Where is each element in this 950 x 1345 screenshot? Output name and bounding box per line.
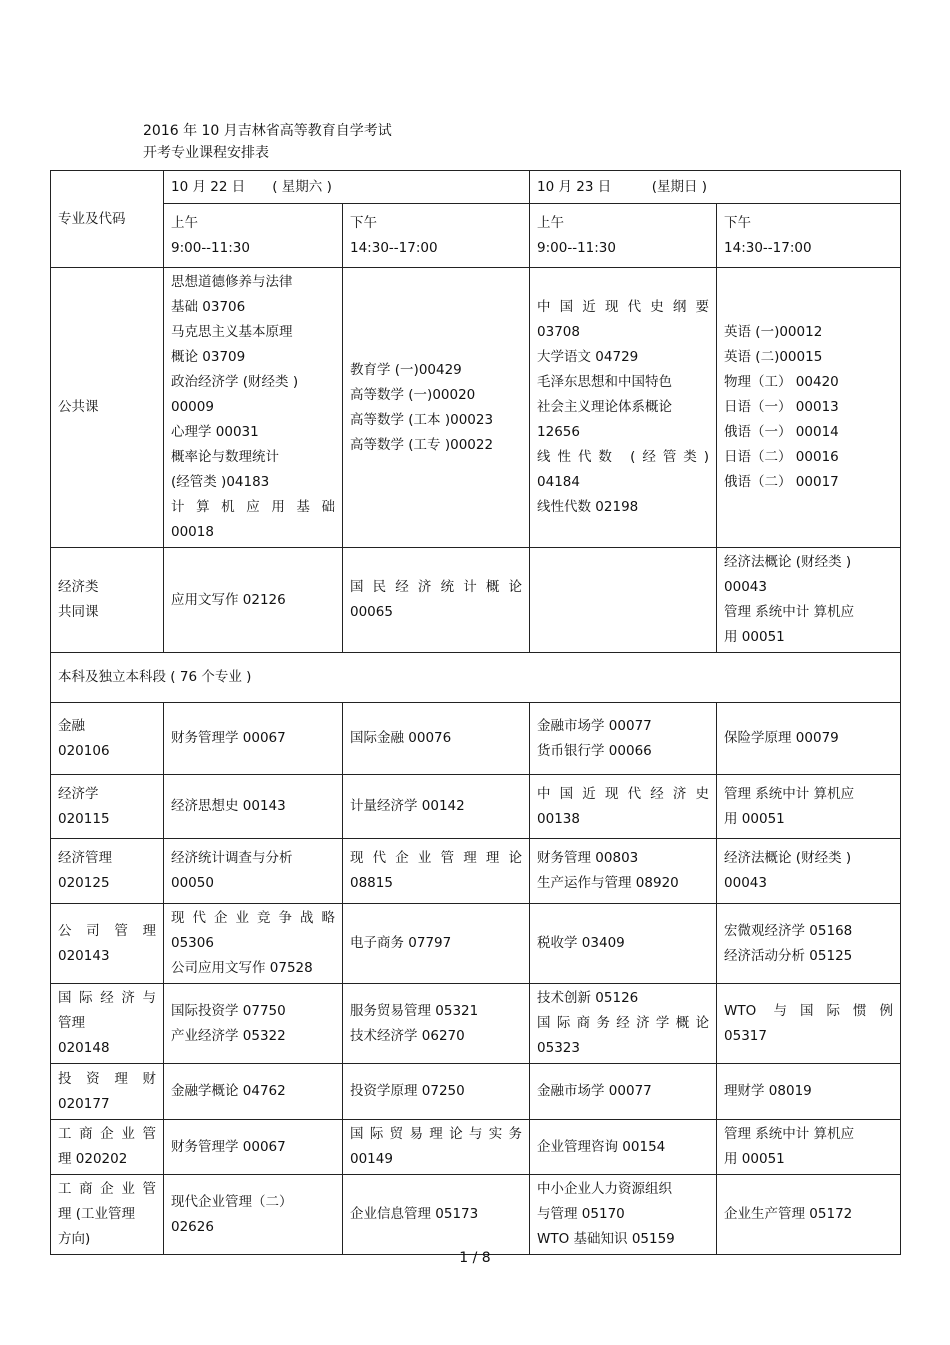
major-label: 工商企业管 理 (工业管理 方向)	[51, 1175, 164, 1255]
schedule-table	[50, 170, 901, 1255]
course-cell: 企业生产管理 05172	[717, 1175, 901, 1255]
course-cell: 计量经济学 00142	[343, 775, 530, 839]
header-day-1: 10 月 22 日 ( 星期六 )	[164, 171, 530, 204]
major-row	[51, 904, 901, 984]
section-row	[51, 653, 901, 703]
course-cell: 金融市场学 00077 货币银行学 00066	[530, 703, 717, 775]
course-cell: 现代企业竞争战略 05306 公司应用文写作 07528	[164, 904, 343, 984]
page-number: 1 / 8	[459, 1250, 491, 1266]
public-course-row	[51, 268, 901, 548]
course-cell-empty	[530, 548, 717, 653]
major-row	[51, 1064, 901, 1120]
course-cell: 经济统计调查与分析 00050	[164, 839, 343, 904]
header-day-2: 10 月 23 日 (星期日 )	[530, 171, 901, 204]
major-label: 投资理财 020177	[51, 1064, 164, 1120]
course-cell: 国际投资学 07750 产业经济学 05322	[164, 984, 343, 1064]
course-cell: 现代企业管理理论 08815	[343, 839, 530, 904]
major-label: 金融 020106	[51, 703, 164, 775]
document-title: 2016 年 10 月吉林省高等教育自学考试	[143, 123, 392, 139]
course-cell: 电子商务 07797	[343, 904, 530, 984]
course-cell: 应用文写作 02126	[164, 548, 343, 653]
header-major-code: 专业及代码	[51, 171, 164, 268]
course-cell: WTO 与国际惯例 05317	[717, 984, 901, 1064]
course-cell: 投资学原理 07250	[343, 1064, 530, 1120]
row-label: 公共课	[51, 268, 164, 548]
course-cell: 服务贸易管理 05321 技术经济学 06270	[343, 984, 530, 1064]
course-cell: 经济法概论 (财经类 ) 00043 管理 系统中计 算机应 用 00051	[717, 548, 901, 653]
course-cell: 英语 (一)00012 英语 (二)00015 物理（工） 00420 日语（一） 00013 俄语（一） 00014 日语（二） 00016 俄语（二） 00017	[717, 268, 901, 548]
course-cell: 金融市场学 00077	[530, 1064, 717, 1120]
header-session: 上午 9:00--11:30	[164, 204, 343, 268]
course-cell: 管理 系统中计 算机应 用 00051	[717, 775, 901, 839]
major-row	[51, 703, 901, 775]
major-label: 经济学 020115	[51, 775, 164, 839]
course-cell: 财务管理学 00067	[164, 1120, 343, 1175]
document-subtitle: 开考专业课程安排表	[143, 145, 269, 161]
header-session: 下午 14:30--17:00	[343, 204, 530, 268]
course-cell: 理财学 08019	[717, 1064, 901, 1120]
major-row	[51, 775, 901, 839]
course-cell: 国民经济统计概论 00065	[343, 548, 530, 653]
major-label: 工商企业管 理 020202	[51, 1120, 164, 1175]
econ-common-row	[51, 548, 901, 653]
major-row	[51, 984, 901, 1064]
table-header-row	[51, 171, 901, 204]
course-cell: 经济思想史 00143	[164, 775, 343, 839]
course-cell: 中国近现代史纲要 03708 大学语文 04729 毛泽东思想和中国特色 社会主义理论体系概论 12656 线性代数 (经管类) 04184 线性代数 02198	[530, 268, 717, 548]
course-cell: 国际贸易理论与实务 00149	[343, 1120, 530, 1175]
major-label: 国际经济与 管理 020148	[51, 984, 164, 1064]
course-cell: 金融学概论 04762	[164, 1064, 343, 1120]
course-cell: 管理 系统中计 算机应 用 00051	[717, 1120, 901, 1175]
major-label: 公司管理 020143	[51, 904, 164, 984]
section-title: 本科及独立本科段 ( 76 个专业 )	[51, 653, 901, 703]
header-session: 下午 14:30--17:00	[717, 204, 901, 268]
course-cell: 思想道德修养与法律 基础 03706 马克思主义基本原理 概论 03709 政治经济学 (财经类 ) 00009 心理学 00031 概率论与数理统计 (经管类 )04183 计算机应用基础 00018	[164, 268, 343, 548]
course-cell: 中国近现代经济史 00138	[530, 775, 717, 839]
course-cell: 现代企业管理（二） 02626	[164, 1175, 343, 1255]
row-label: 经济类 共同课	[51, 548, 164, 653]
course-cell: 税收学 03409	[530, 904, 717, 984]
major-row	[51, 839, 901, 904]
course-cell: 财务管理学 00067	[164, 703, 343, 775]
major-row	[51, 1120, 901, 1175]
course-cell: 教育学 (一)00429 高等数学 (一)00020 高等数学 (工本 )00023 高等数学 (工专 )00022	[343, 268, 530, 548]
course-cell: 保险学原理 00079	[717, 703, 901, 775]
course-cell: 国际金融 00076	[343, 703, 530, 775]
course-cell: 宏微观经济学 05168 经济活动分析 05125	[717, 904, 901, 984]
course-cell: 企业信息管理 05173	[343, 1175, 530, 1255]
course-cell: 技术创新 05126 国际商务经济学概论 05323	[530, 984, 717, 1064]
major-label: 经济管理 020125	[51, 839, 164, 904]
course-cell: 财务管理 00803 生产运作与管理 08920	[530, 839, 717, 904]
course-cell: 经济法概论 (财经类 ) 00043	[717, 839, 901, 904]
course-cell: 企业管理咨询 00154	[530, 1120, 717, 1175]
header-session: 上午 9:00--11:30	[530, 204, 717, 268]
table-header-session-row	[51, 204, 901, 268]
course-cell: 中小企业人力资源组织 与管理 05170 WTO 基础知识 05159	[530, 1175, 717, 1255]
major-row	[51, 1175, 901, 1255]
